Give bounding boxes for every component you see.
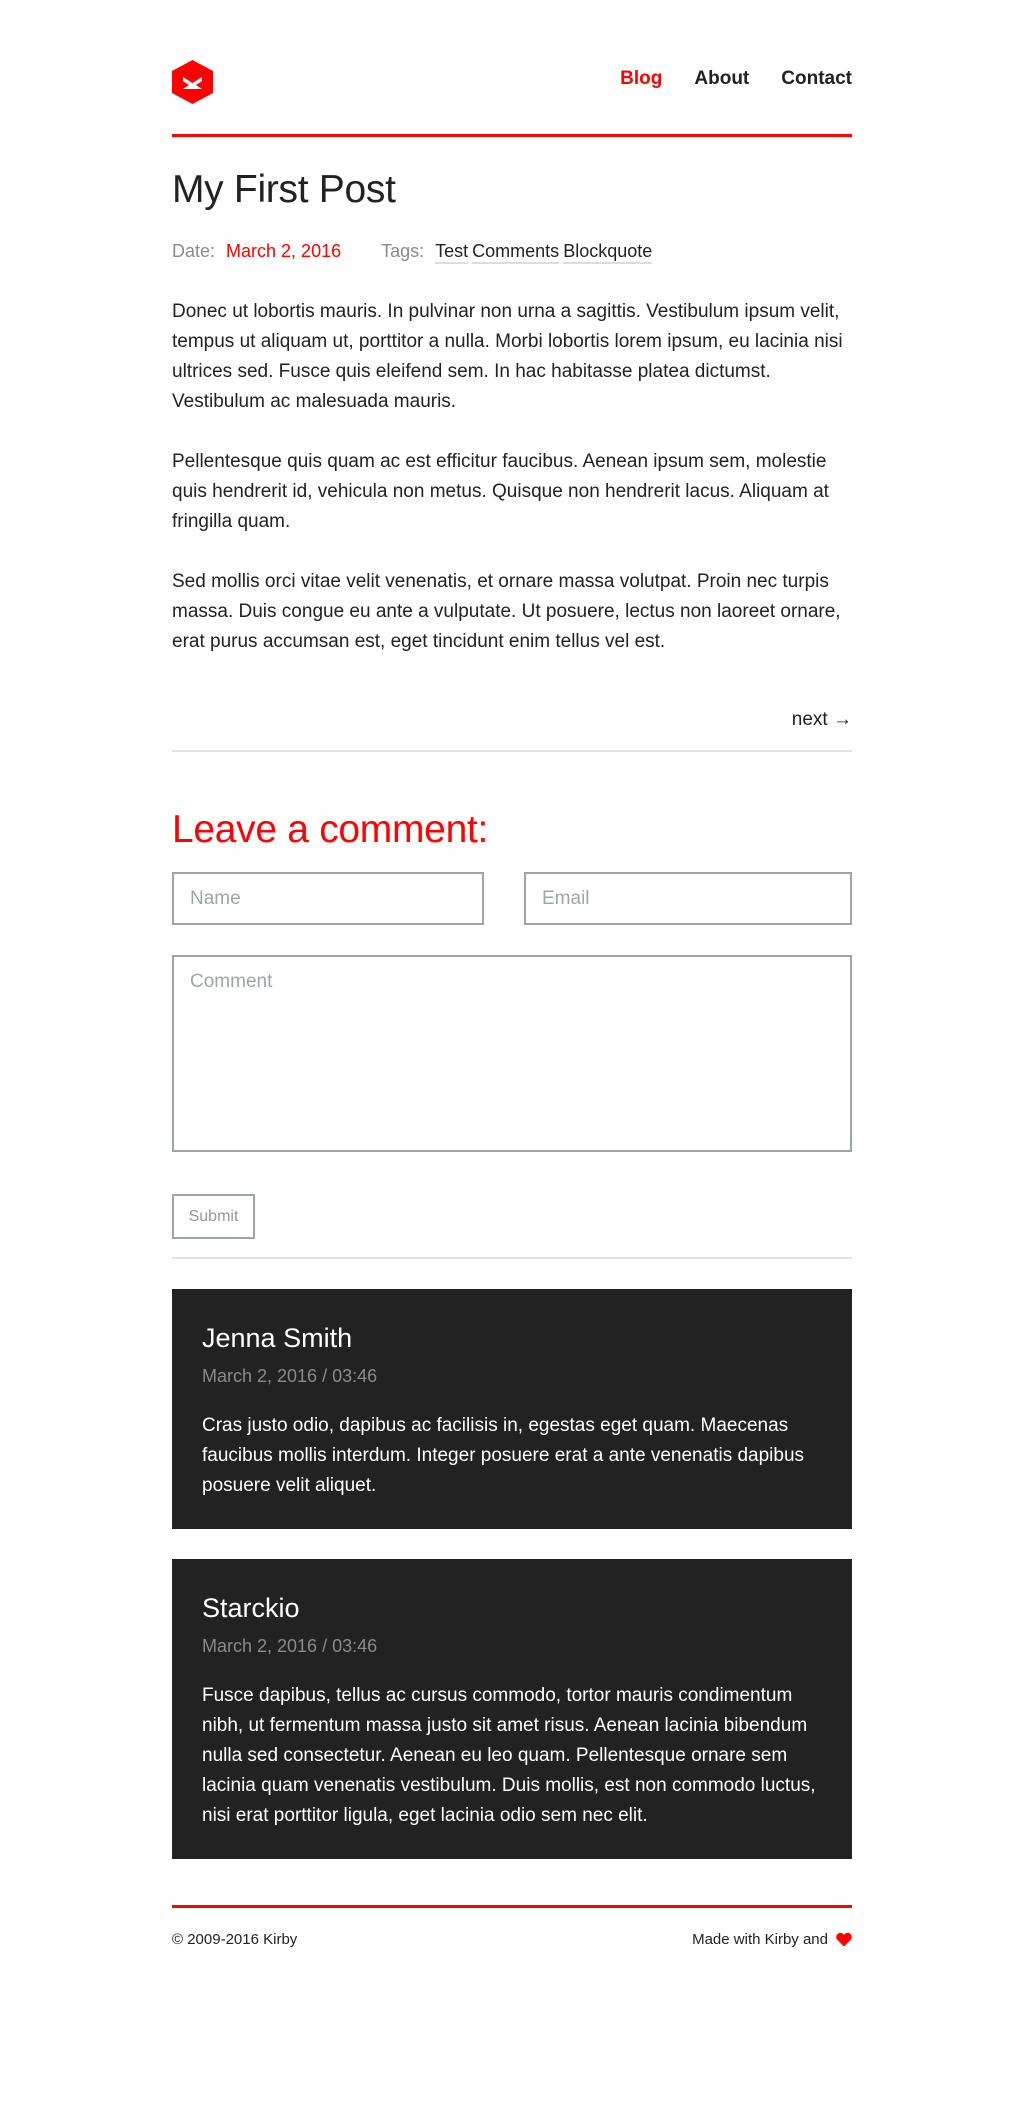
comment-card <box>172 1559 852 1859</box>
comment-card <box>172 1289 852 1529</box>
copyright-text: © 2009-2016 Kirby <box>172 1931 298 1948</box>
comment-author: Jenna Smith <box>202 1323 353 1353</box>
nav-item-contact[interactable]: Contact <box>781 68 852 89</box>
post-title: My First Post <box>172 168 396 211</box>
comment-timestamp: March 2, 2016 / 03:46 <box>202 1636 378 1656</box>
submit-button[interactable]: Submit <box>172 1194 255 1239</box>
post-paragraph: Sed mollis orci vitae velit venenatis, et ornare massa volutpat. Proin nec turpis massa. Duis congue eu ante a vulputate. Ut posuere, lectus non laoreet ornare, erat purus accumsan est, eget tincidunt enim tellus vel est. <box>172 571 841 652</box>
tag-link-blockquote[interactable]: Blockquote <box>563 241 652 264</box>
heart-icon <box>836 1932 852 1947</box>
comment-form-heading: Leave a comment: <box>172 808 489 851</box>
nav-item-blog[interactable]: Blog <box>620 68 663 89</box>
site-header <box>172 0 852 137</box>
post-paragraph: Pellentesque quis quam ac est efficitur faucibus. Aenean ipsum sem, molestie quis hendrerit id, vehicula non metus. Quisque non hendrerit lacus. Aliquam at fringilla quam. <box>172 451 829 532</box>
comment-text: Fusce dapibus, tellus ac cursus commodo, tortor mauris condimentum nibh, ut fermentum massa justo sit amet risus. Aenean lacinia bibendum nulla sed consectetur. Aenean eu leo quam. Pellentesque ornare sem lacinia quam venenatis vestibulum. Duis mollis, est non commodo luctus, nisi erat porttitor ligula, eget lacinia odio sem nec elit. <box>202 1685 816 1826</box>
made-with-label: Made with Kirby and <box>692 1931 828 1948</box>
comment-text: Cras justo odio, dapibus ac facilisis in, egestas eget quam. Maecenas faucibus mollis interdum. Integer posuere erat a ante venenatis dapibus posuere velit aliquet. <box>202 1415 805 1496</box>
footer-divider <box>172 1905 852 1908</box>
post-meta <box>172 241 656 264</box>
next-post-link[interactable]: next → <box>791 709 852 730</box>
comment-textarea[interactable] <box>172 955 852 1152</box>
post-date: March 2, 2016 <box>226 241 342 261</box>
post-body <box>172 297 856 687</box>
date-label: Date: <box>172 241 216 261</box>
made-with-text <box>692 1931 852 1948</box>
tags-label: Tags: <box>381 241 425 261</box>
tag-link-comments[interactable]: Comments <box>472 241 559 264</box>
comment-author: Starckio <box>202 1593 300 1623</box>
name-input[interactable] <box>172 872 484 925</box>
post-paragraph: Donec ut lobortis mauris. In pulvinar non urna a sagittis. Vestibulum ipsum velit, tempus ut aliquam ut, porttitor a nulla. Morbi lobortis lorem ipsum, eu lacinia nisi ultrices sed. Fusce quis eleifend sem. In hac habitasse platea dictumst. Vestibulum ac malesuada mauris. <box>172 301 843 412</box>
main-nav <box>588 68 852 90</box>
nav-item-about[interactable]: About <box>694 68 750 89</box>
tag-link-test[interactable]: Test <box>435 241 468 264</box>
kirby-hexagon-logo-icon <box>172 60 213 104</box>
divider <box>172 1257 852 1259</box>
email-input[interactable] <box>524 872 852 925</box>
comment-timestamp: March 2, 2016 / 03:46 <box>202 1366 378 1386</box>
divider <box>172 750 852 752</box>
